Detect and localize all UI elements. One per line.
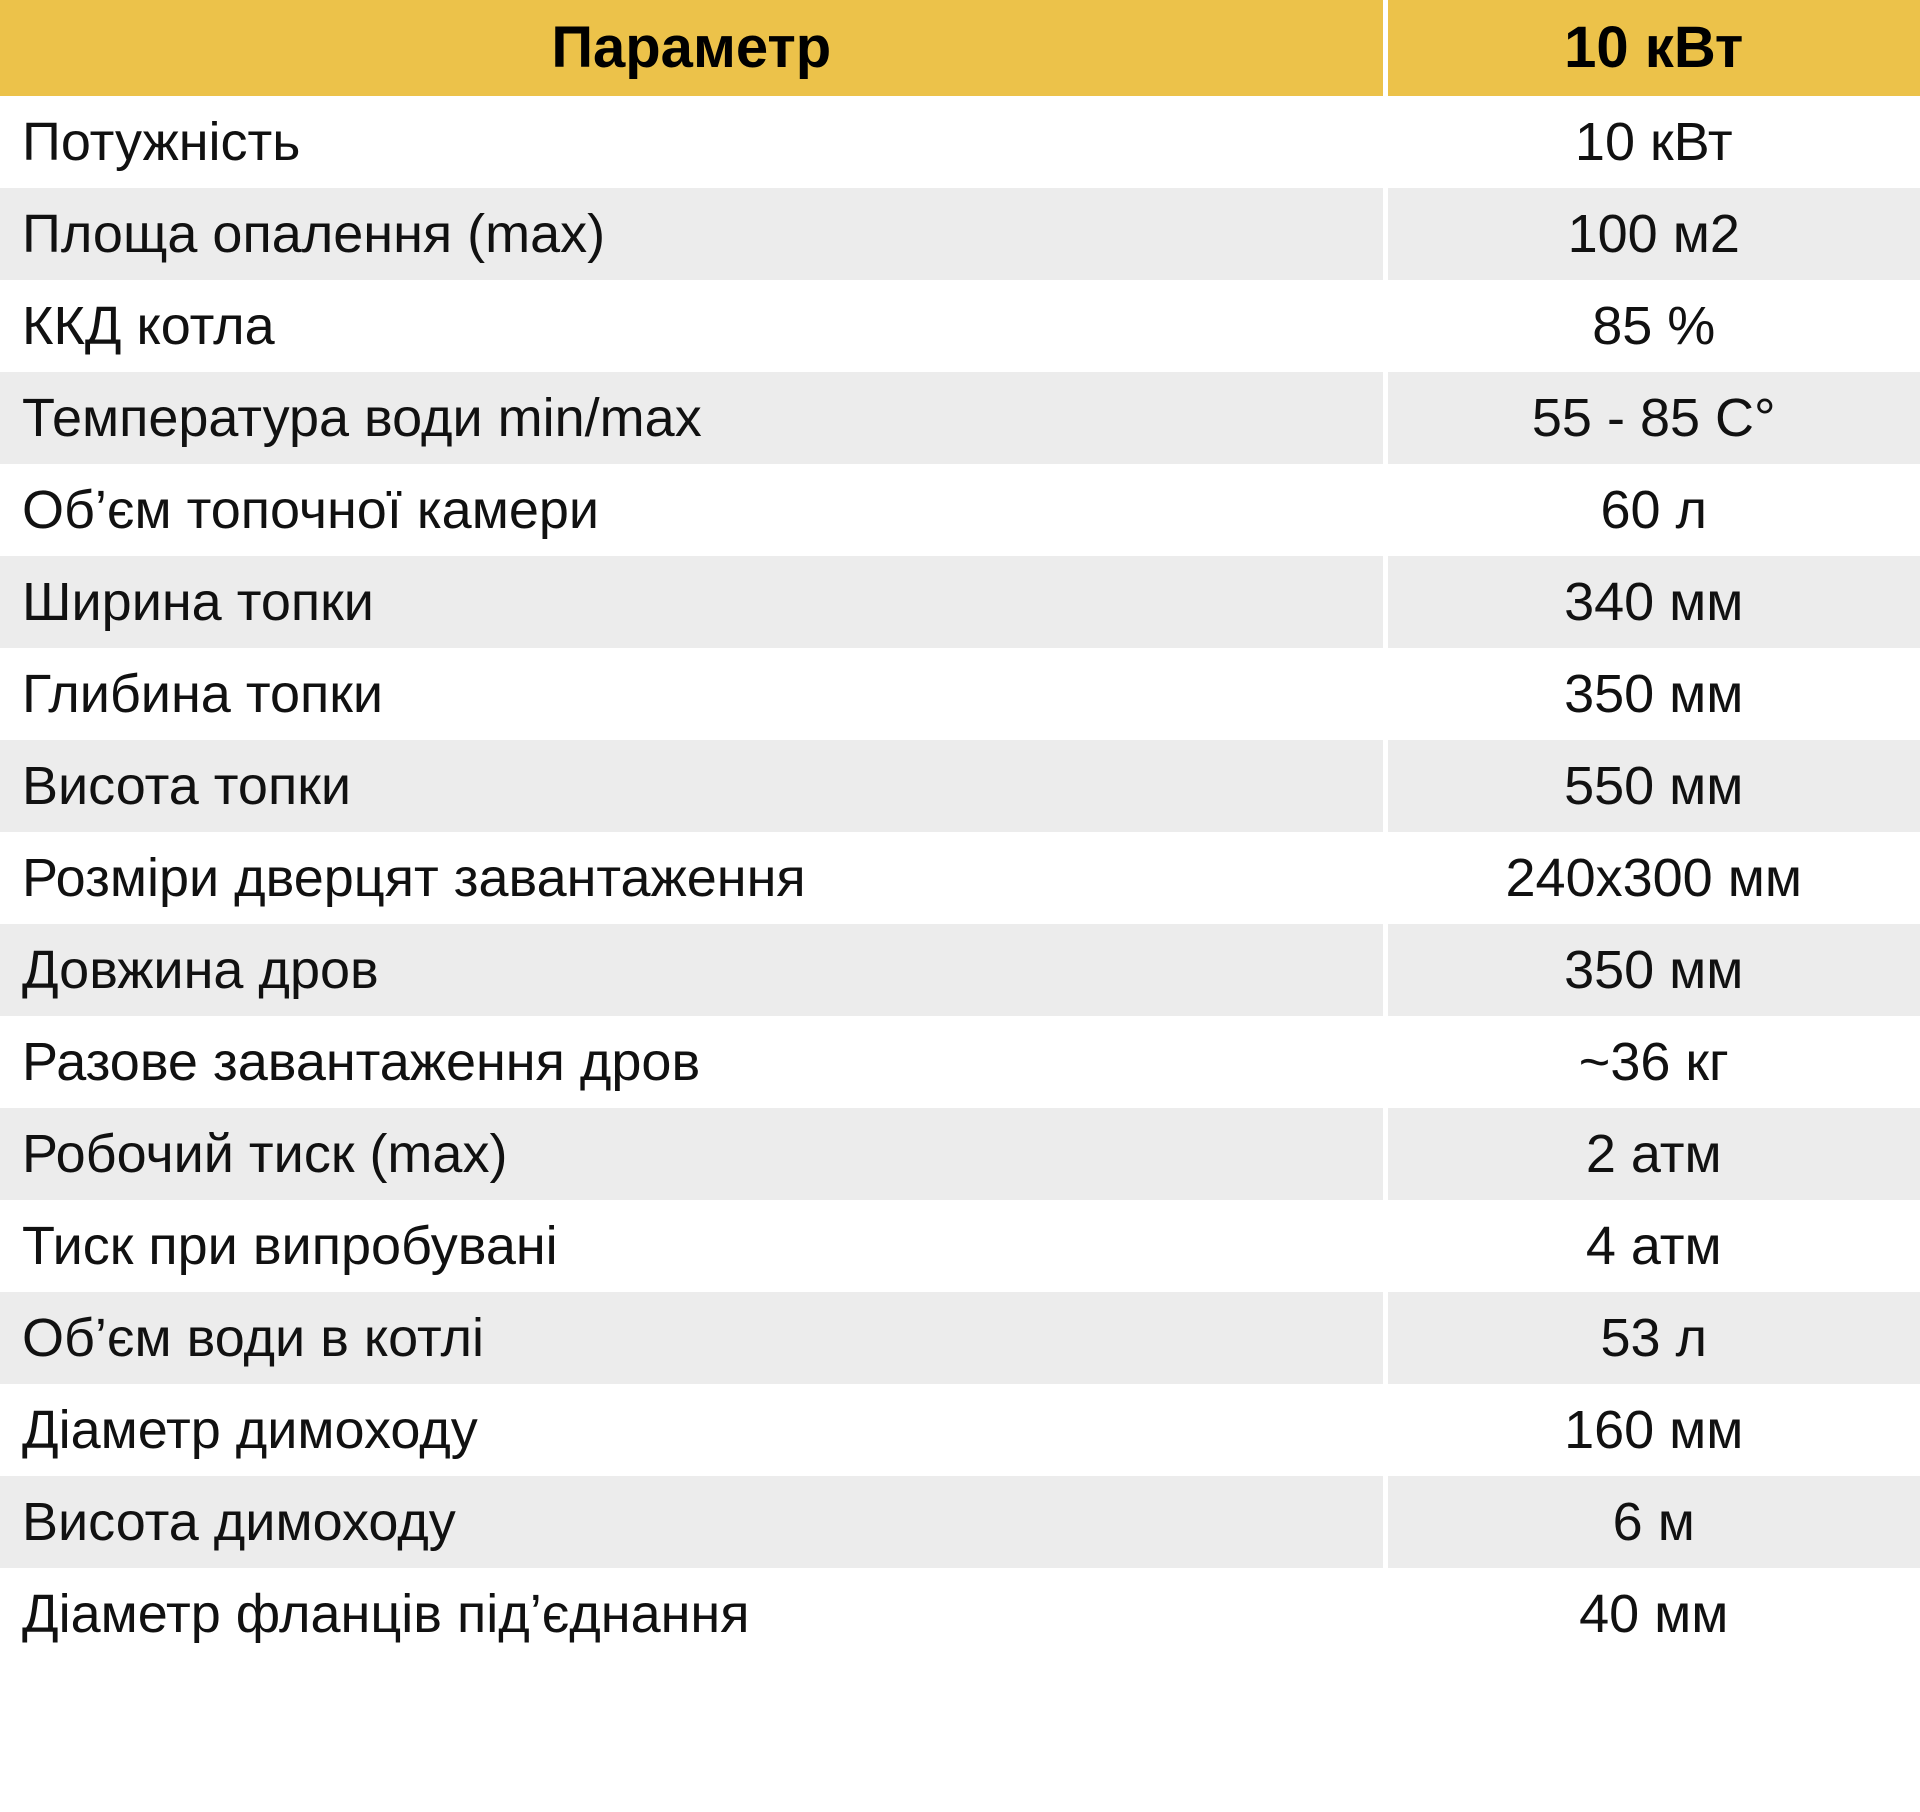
table-header [0,0,1920,96]
cell-parameter: Ширина топки [0,556,1385,648]
table-row [0,740,1920,832]
cell-value: 350 мм [1385,924,1920,1016]
cell-value: 100 м2 [1385,188,1920,280]
cell-parameter: Довжина дров [0,924,1385,1016]
cell-parameter: Діаметр димоходу [0,1384,1385,1476]
cell-value: 53 л [1385,1292,1920,1384]
table-row [0,1568,1920,1660]
cell-value: 60 л [1385,464,1920,556]
cell-value: 85 % [1385,280,1920,372]
table-row [0,1292,1920,1384]
cell-value: 4 атм [1385,1200,1920,1292]
table-row [0,280,1920,372]
cell-parameter: Робочий тиск (max) [0,1108,1385,1200]
cell-value: 40 мм [1385,1568,1920,1660]
cell-parameter: Разове завантаження дров [0,1016,1385,1108]
cell-parameter: Висота топки [0,740,1385,832]
table-row [0,556,1920,648]
cell-parameter: Об’єм води в котлі [0,1292,1385,1384]
cell-parameter: Об’єм топочної камери [0,464,1385,556]
table-row [0,188,1920,280]
table-row [0,648,1920,740]
table-row [0,1016,1920,1108]
cell-value: 350 мм [1385,648,1920,740]
cell-value: 340 мм [1385,556,1920,648]
column-header-parameter: Параметр [0,0,1385,96]
cell-value: ~36 кг [1385,1016,1920,1108]
table-row [0,372,1920,464]
cell-parameter: ККД котла [0,280,1385,372]
cell-parameter: Температура води min/max [0,372,1385,464]
cell-value: 55 - 85 С° [1385,372,1920,464]
table-row [0,1476,1920,1568]
table-row [0,832,1920,924]
cell-parameter: Площа опалення (max) [0,188,1385,280]
cell-value: 10 кВт [1385,96,1920,188]
table-header-row [0,0,1920,96]
cell-parameter: Висота димоходу [0,1476,1385,1568]
cell-parameter: Потужність [0,96,1385,188]
table-row [0,924,1920,1016]
table-row [0,96,1920,188]
column-header-value: 10 кВт [1385,0,1920,96]
cell-value: 240х300 мм [1385,832,1920,924]
table-row [0,1384,1920,1476]
cell-value: 160 мм [1385,1384,1920,1476]
cell-parameter: Діаметр фланців під’єднання [0,1568,1385,1660]
cell-parameter: Розміри дверцят завантаження [0,832,1385,924]
cell-parameter: Глибина топки [0,648,1385,740]
cell-value: 550 мм [1385,740,1920,832]
table-row [0,1108,1920,1200]
cell-value: 6 м [1385,1476,1920,1568]
table-row [0,464,1920,556]
table-body [0,96,1920,1660]
cell-value: 2 атм [1385,1108,1920,1200]
table-row [0,1200,1920,1292]
cell-parameter: Тиск при випробувані [0,1200,1385,1292]
